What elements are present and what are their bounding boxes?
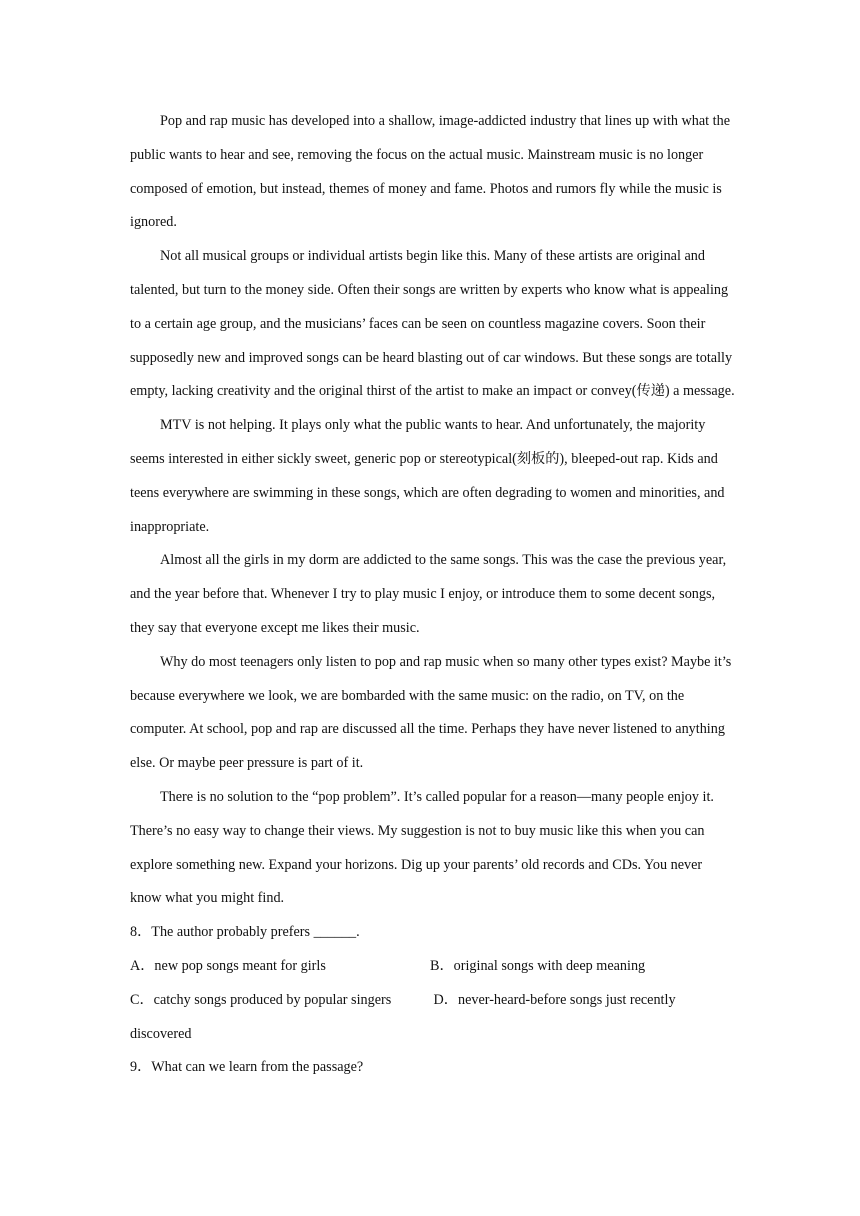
question-8-option-b: B．original songs with deep meaning: [430, 957, 646, 974]
question-8-option-c: C．catchy songs produced by popular singers: [130, 991, 392, 1008]
question-8-option-d-text: D．never-heard-before songs just recently discovered: [130, 991, 676, 1042]
question-8-options-row-2: [130, 984, 735, 1052]
passage-paragraph-3: MTV is not helping. It plays only what the public wants to hear. And unfortunately, the majority seems interested in either sickly sweet, generic pop or stereotypical(刻板的), bleeped-out rap. Kids and teens everywhere are swimming in these songs, which are often degrading to women and minorities, and inappropriate.: [130, 417, 725, 535]
passage-paragraph-2: Not all musical groups or individual artists begin like this. Many of these artists are original and talented, but turn to the money side. Often their songs are written by experts who know what is appealing to a certain age group, and the musicians’ faces can be seen on countless magazine covers. Soon their supposedly new and improved songs can be heard blasting out of car windows. But these songs are totally empty, lacking creativity and the original thirst of the artist to make an impact or convey(传递) a message.: [130, 248, 735, 400]
question-8-option-a: A．new pop songs meant for girls: [130, 957, 326, 974]
question-8-stem: 8．The author probably prefers ______.: [130, 924, 360, 941]
question-9-stem: 9．What can we learn from the passage?: [130, 1059, 364, 1076]
passage-paragraph-5: Why do most teenagers only listen to pop and rap music when so many other types exist? Maybe it’s because everywhere we look, we are bombarded with the same music: on the radio, on TV, on the computer. At school, pop and rap are discussed all the time. Perhaps they have never listened to anything else. Or maybe peer pressure is part of it.: [130, 653, 732, 772]
passage-paragraph-4: Almost all the girls in my dorm are addicted to the same songs. This was the case the previous year, and the year before that. Whenever I try to play music I enjoy, or introduce them to some decent songs, they say that everyone except me likes their music.: [130, 552, 727, 636]
passage-paragraph-6: There is no solution to the “pop problem”. It’s called popular for a reason—many people enjoy it. There’s no easy way to change their views. My suggestion is not to buy music like this when you can explore something new. Expand your horizons. Dig up your parents’ old records and CDs. You never know what you might find.: [130, 788, 714, 907]
passage-paragraph-1: Pop and rap music has developed into a shallow, image-addicted industry that lines up with what the public wants to hear and see, removing the focus on the actual music. Mainstream music is no longer composed of emotion, but instead, themes of money and fame. Photos and rumors fly while the music is ignored.: [130, 113, 730, 231]
question-8-options-row-1: [130, 950, 735, 984]
document-page: [130, 105, 735, 1085]
